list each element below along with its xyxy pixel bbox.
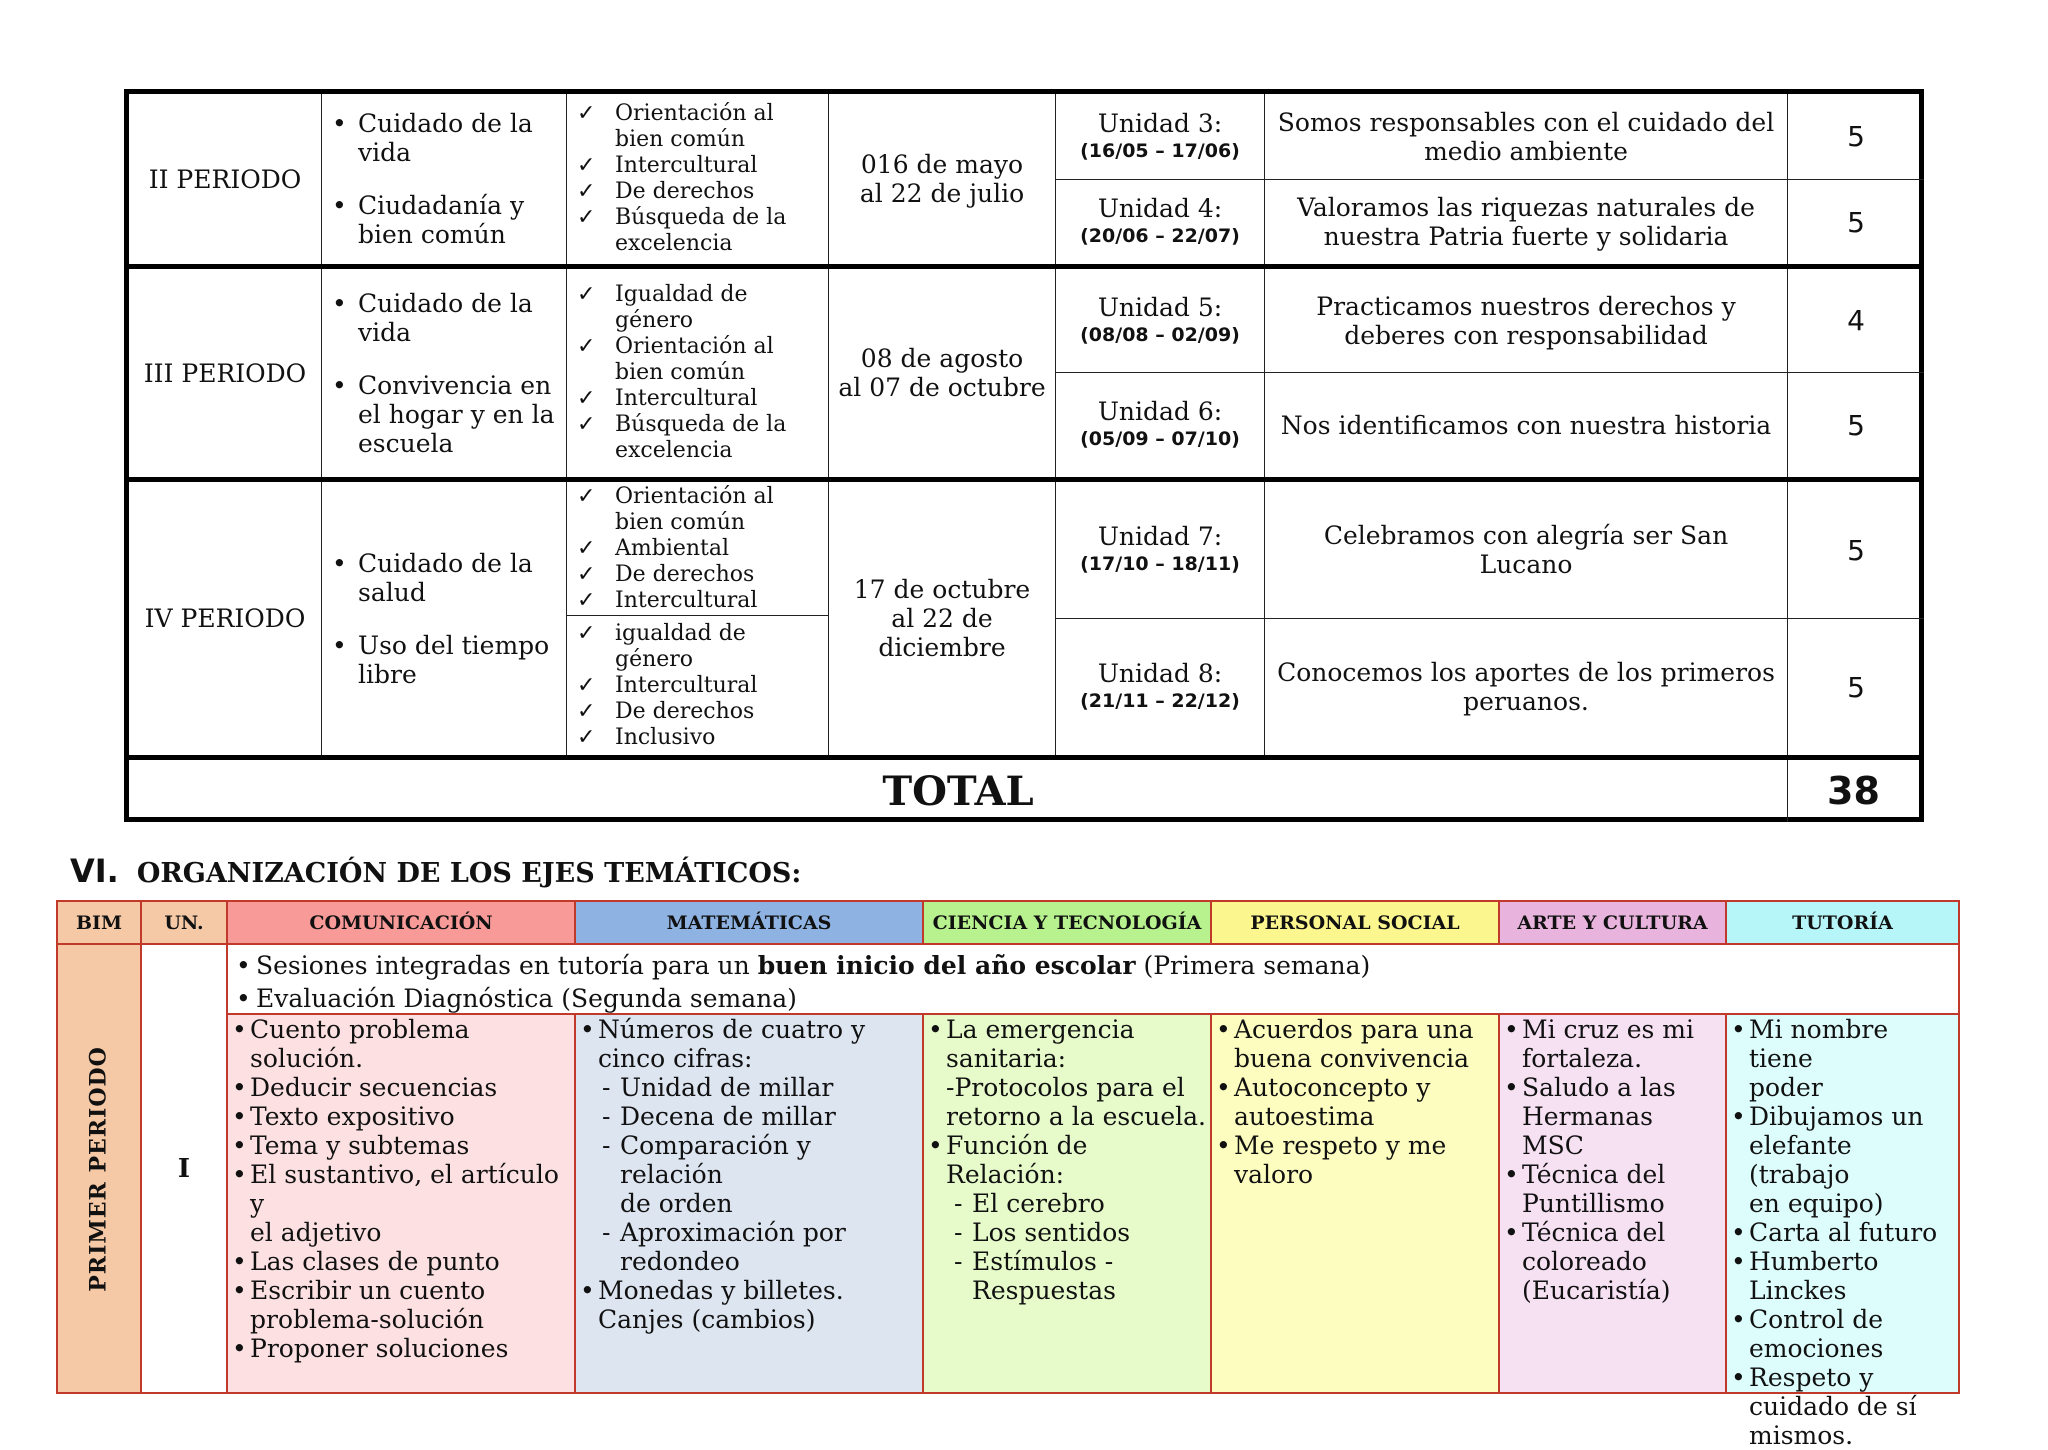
- list-item: • Deducir secuencias: [232, 1073, 498, 1102]
- unit-title: Celebramos con alegría ser San Lucano: [1265, 482, 1788, 618]
- list-item: • Carta al futuro: [1731, 1218, 1938, 1247]
- list-item: Hermanas MSC: [1522, 1102, 1653, 1160]
- approach-item: ✓ igualdad de género: [577, 620, 746, 672]
- total-label: TOTAL: [129, 760, 1788, 822]
- period-dates: 08 de agosto al 07 de octubre: [829, 269, 1056, 477]
- approach-item: ✓ Ambiental: [577, 535, 730, 561]
- unit-row: [1056, 94, 1924, 180]
- axis-item: • Ciudadanía y bien común: [332, 191, 525, 249]
- list-item: • Números de cuatro y: [580, 1015, 866, 1044]
- list-item: sanitaria:: [946, 1044, 1067, 1073]
- unit-hours: 5: [1847, 670, 1865, 704]
- list-item: • Función de Relación:: [928, 1131, 1088, 1189]
- unit-label: Unidad 4: (20/06 – 22/07): [1056, 180, 1265, 264]
- ciencia-list: [922, 1013, 1212, 1394]
- approach-item: ✓ Igualdad de género: [577, 282, 748, 333]
- header-comunicacion: COMUNICACIÓN: [226, 900, 576, 945]
- unit-row: [1056, 482, 1924, 619]
- header-arte: ARTE Y CULTURA: [1498, 900, 1727, 945]
- section-number: VI.: [70, 852, 119, 890]
- unit-title: Nos identificamos con nuestra historia: [1265, 373, 1788, 477]
- list-item: • Mi cruz es mi: [1504, 1015, 1694, 1044]
- list-item: Puntillismo: [1522, 1189, 1665, 1218]
- approach-item: ✓ De derechos: [577, 561, 755, 587]
- unit-row: [1056, 180, 1924, 264]
- approach-item: ✓ Orientación al bien común: [577, 101, 774, 152]
- periods-table: [124, 89, 1924, 822]
- period-row-4: [129, 482, 1919, 760]
- list-item: valoro: [1234, 1160, 1314, 1189]
- list-item: - Comparación y relación: [602, 1131, 811, 1189]
- list-item: • Saludo a las: [1504, 1073, 1676, 1102]
- list-item: de orden: [620, 1189, 733, 1218]
- list-item: problema-solución: [250, 1305, 484, 1334]
- total-value: 38: [1827, 769, 1880, 813]
- list-item: • Autoconcepto y: [1216, 1073, 1431, 1102]
- list-item: • Control de: [1731, 1305, 1884, 1334]
- list-item: fortaleza.: [1522, 1044, 1643, 1073]
- period-row-3: [129, 269, 1919, 482]
- approach-item: ✓ Orientación al bien común: [577, 334, 774, 385]
- list-item: retorno a la escuela.: [946, 1102, 1206, 1131]
- unit-row: [1056, 619, 1924, 755]
- list-item: - Estímulos -: [954, 1247, 1114, 1276]
- ejes-table: [56, 900, 1960, 1450]
- approach-item: ✓ De derechos: [577, 698, 755, 724]
- unit-hours: 5: [1847, 120, 1865, 153]
- comunicacion-list: [226, 1013, 576, 1394]
- approaches-cell: [567, 94, 829, 264]
- axis-item: • Uso del tiempo libre: [332, 630, 550, 689]
- list-item: cuidado de sí: [1749, 1392, 1917, 1421]
- approach-item: ✓ Búsqueda de la excelencia: [577, 205, 787, 256]
- unit-title: Conocemos los aportes de los primeros peruanos.: [1265, 619, 1788, 755]
- list-item: - El cerebro: [954, 1189, 1105, 1218]
- list-item: • Proponer soluciones: [232, 1334, 509, 1363]
- period-row-2: [129, 94, 1919, 269]
- approach-item: ✓ Búsqueda de la excelencia: [577, 412, 787, 463]
- header-tutoria: TUTORÍA: [1725, 900, 1960, 945]
- unit-label: Unidad 5: (08/08 – 02/09): [1056, 269, 1265, 372]
- approach-item: ✓ Intercultural: [577, 153, 758, 178]
- list-item: • El sustantivo, el artículo y: [232, 1160, 559, 1218]
- list-item: • Técnica del: [1504, 1218, 1666, 1247]
- header-matematicas: MATEMÁTICAS: [574, 900, 924, 945]
- un-cell: I: [140, 943, 228, 1394]
- approach-item: ✓ Inclusivo: [577, 724, 716, 750]
- unit-hours: 5: [1847, 408, 1865, 442]
- unit-label: Unidad 6: (05/09 – 07/10): [1056, 373, 1265, 477]
- axes-cell: [322, 94, 567, 264]
- header-ciencia: CIENCIA Y TECNOLOGÍA: [922, 900, 1212, 945]
- list-item: coloreado: [1522, 1247, 1647, 1276]
- approach-item: ✓ Intercultural: [577, 587, 758, 613]
- unit-title: Somos responsables con el cuidado del medio ambiente: [1265, 94, 1788, 179]
- period-dates: 016 de mayo al 22 de julio: [829, 94, 1056, 264]
- list-item: • Las clases de punto: [232, 1247, 500, 1276]
- axes-cell: [322, 482, 567, 755]
- header-personal: PERSONAL SOCIAL: [1210, 900, 1500, 945]
- list-item: • Texto expositivo: [232, 1102, 455, 1131]
- list-item: poder: [1749, 1073, 1823, 1102]
- axis-item: • Cuidado de la vida: [332, 288, 533, 347]
- list-item: el adjetivo: [250, 1218, 382, 1247]
- intro-line: • Sesiones integradas en tutoría para un buen inicio del año escolar (Primera semana): [236, 951, 1371, 980]
- unit-label: Unidad 7: (17/10 – 18/11): [1056, 482, 1265, 618]
- matematicas-list: [574, 1013, 924, 1394]
- intro-cell: [226, 943, 1960, 1015]
- list-item: • Monedas y billetes.: [580, 1276, 844, 1305]
- list-item: autoestima: [1234, 1102, 1375, 1131]
- approach-item: ✓ Intercultural: [577, 386, 758, 411]
- approach-item: ✓ Orientación al bien común: [577, 483, 774, 535]
- list-item: Respuestas: [972, 1276, 1116, 1305]
- header-bim: BIM: [56, 900, 142, 945]
- list-item: buena convivencia: [1234, 1044, 1470, 1073]
- period-name: II PERIODO: [129, 94, 322, 264]
- total-row: [129, 760, 1919, 822]
- axis-item: • Convivencia en el hogar y en la escuela: [332, 370, 555, 458]
- list-item: en equipo): [1749, 1189, 1884, 1218]
- approach-item: ✓ De derechos: [577, 179, 755, 204]
- list-item: mismos.: [1749, 1421, 1854, 1450]
- unit-hours: 4: [1847, 304, 1865, 337]
- period-name: IV PERIODO: [129, 482, 322, 755]
- period-dates: 17 de octubre al 22 de diciembre: [829, 482, 1056, 755]
- list-item: redondeo: [620, 1247, 740, 1276]
- list-item: - Aproximación por: [602, 1218, 846, 1247]
- list-item: • Mi nombre tiene: [1731, 1015, 1889, 1073]
- unit-row: [1056, 373, 1924, 477]
- approaches-cell: [567, 269, 829, 477]
- unit-hours: 5: [1847, 205, 1865, 239]
- axis-item: • Cuidado de la vida: [332, 109, 533, 167]
- unit-hours: 5: [1847, 533, 1865, 567]
- unit-label: Unidad 3: (16/05 – 17/06): [1056, 94, 1265, 179]
- list-item: cinco cifras:: [598, 1044, 753, 1073]
- unit-row: [1056, 269, 1924, 373]
- arte-list: [1498, 1013, 1727, 1394]
- section-heading: [70, 852, 801, 890]
- section-title: ORGANIZACIÓN DE LOS EJES TEMÁTICOS:: [136, 858, 802, 889]
- axes-cell: [322, 269, 567, 477]
- unit-title: Valoramos las riquezas naturales de nuestra Patria fuerte y solidaria: [1265, 180, 1788, 264]
- list-item: • Escribir un cuento: [232, 1276, 486, 1305]
- list-item: • Respeto y: [1731, 1363, 1874, 1392]
- list-item: - Unidad de millar: [602, 1073, 834, 1102]
- period-name: III PERIODO: [129, 269, 322, 477]
- axis-item: • Cuidado de la salud: [332, 548, 533, 607]
- list-item: • Acuerdos para una: [1216, 1015, 1474, 1044]
- header-un: UN.: [140, 900, 228, 945]
- approaches-cell: [567, 482, 829, 755]
- list-item: emociones: [1749, 1334, 1884, 1363]
- list-item: • Técnica del: [1504, 1160, 1666, 1189]
- tutoria-list: [1725, 1013, 1960, 1450]
- list-item: Linckes: [1749, 1276, 1847, 1305]
- intro-line: • Evaluación Diagnóstica (Segunda semana): [236, 984, 797, 1013]
- list-item: solución.: [250, 1044, 364, 1073]
- list-item: - Decena de millar: [602, 1102, 836, 1131]
- list-item: elefante (trabajo: [1749, 1131, 1852, 1189]
- personal-list: [1210, 1013, 1500, 1394]
- list-item: • Cuento problema: [232, 1015, 470, 1044]
- list-item: • Dibujamos un: [1731, 1102, 1924, 1131]
- list-item: Canjes (cambios): [598, 1305, 816, 1334]
- list-item: (Eucaristía): [1522, 1276, 1671, 1305]
- approach-item: ✓ Intercultural: [577, 672, 758, 698]
- unit-label: Unidad 8: (21/11 – 22/12): [1056, 619, 1265, 755]
- list-item: • Tema y subtemas: [232, 1131, 470, 1160]
- list-item: • Humberto: [1731, 1247, 1879, 1276]
- list-item: • La emergencia: [928, 1015, 1135, 1044]
- list-item: -Protocolos para el: [946, 1073, 1185, 1102]
- bim-cell: PRIMER PERIODO: [56, 943, 142, 1394]
- unit-title: Practicamos nuestros derechos y deberes con responsabilidad: [1265, 269, 1788, 372]
- list-item: - Los sentidos: [954, 1218, 1131, 1247]
- list-item: • Me respeto y me: [1216, 1131, 1447, 1160]
